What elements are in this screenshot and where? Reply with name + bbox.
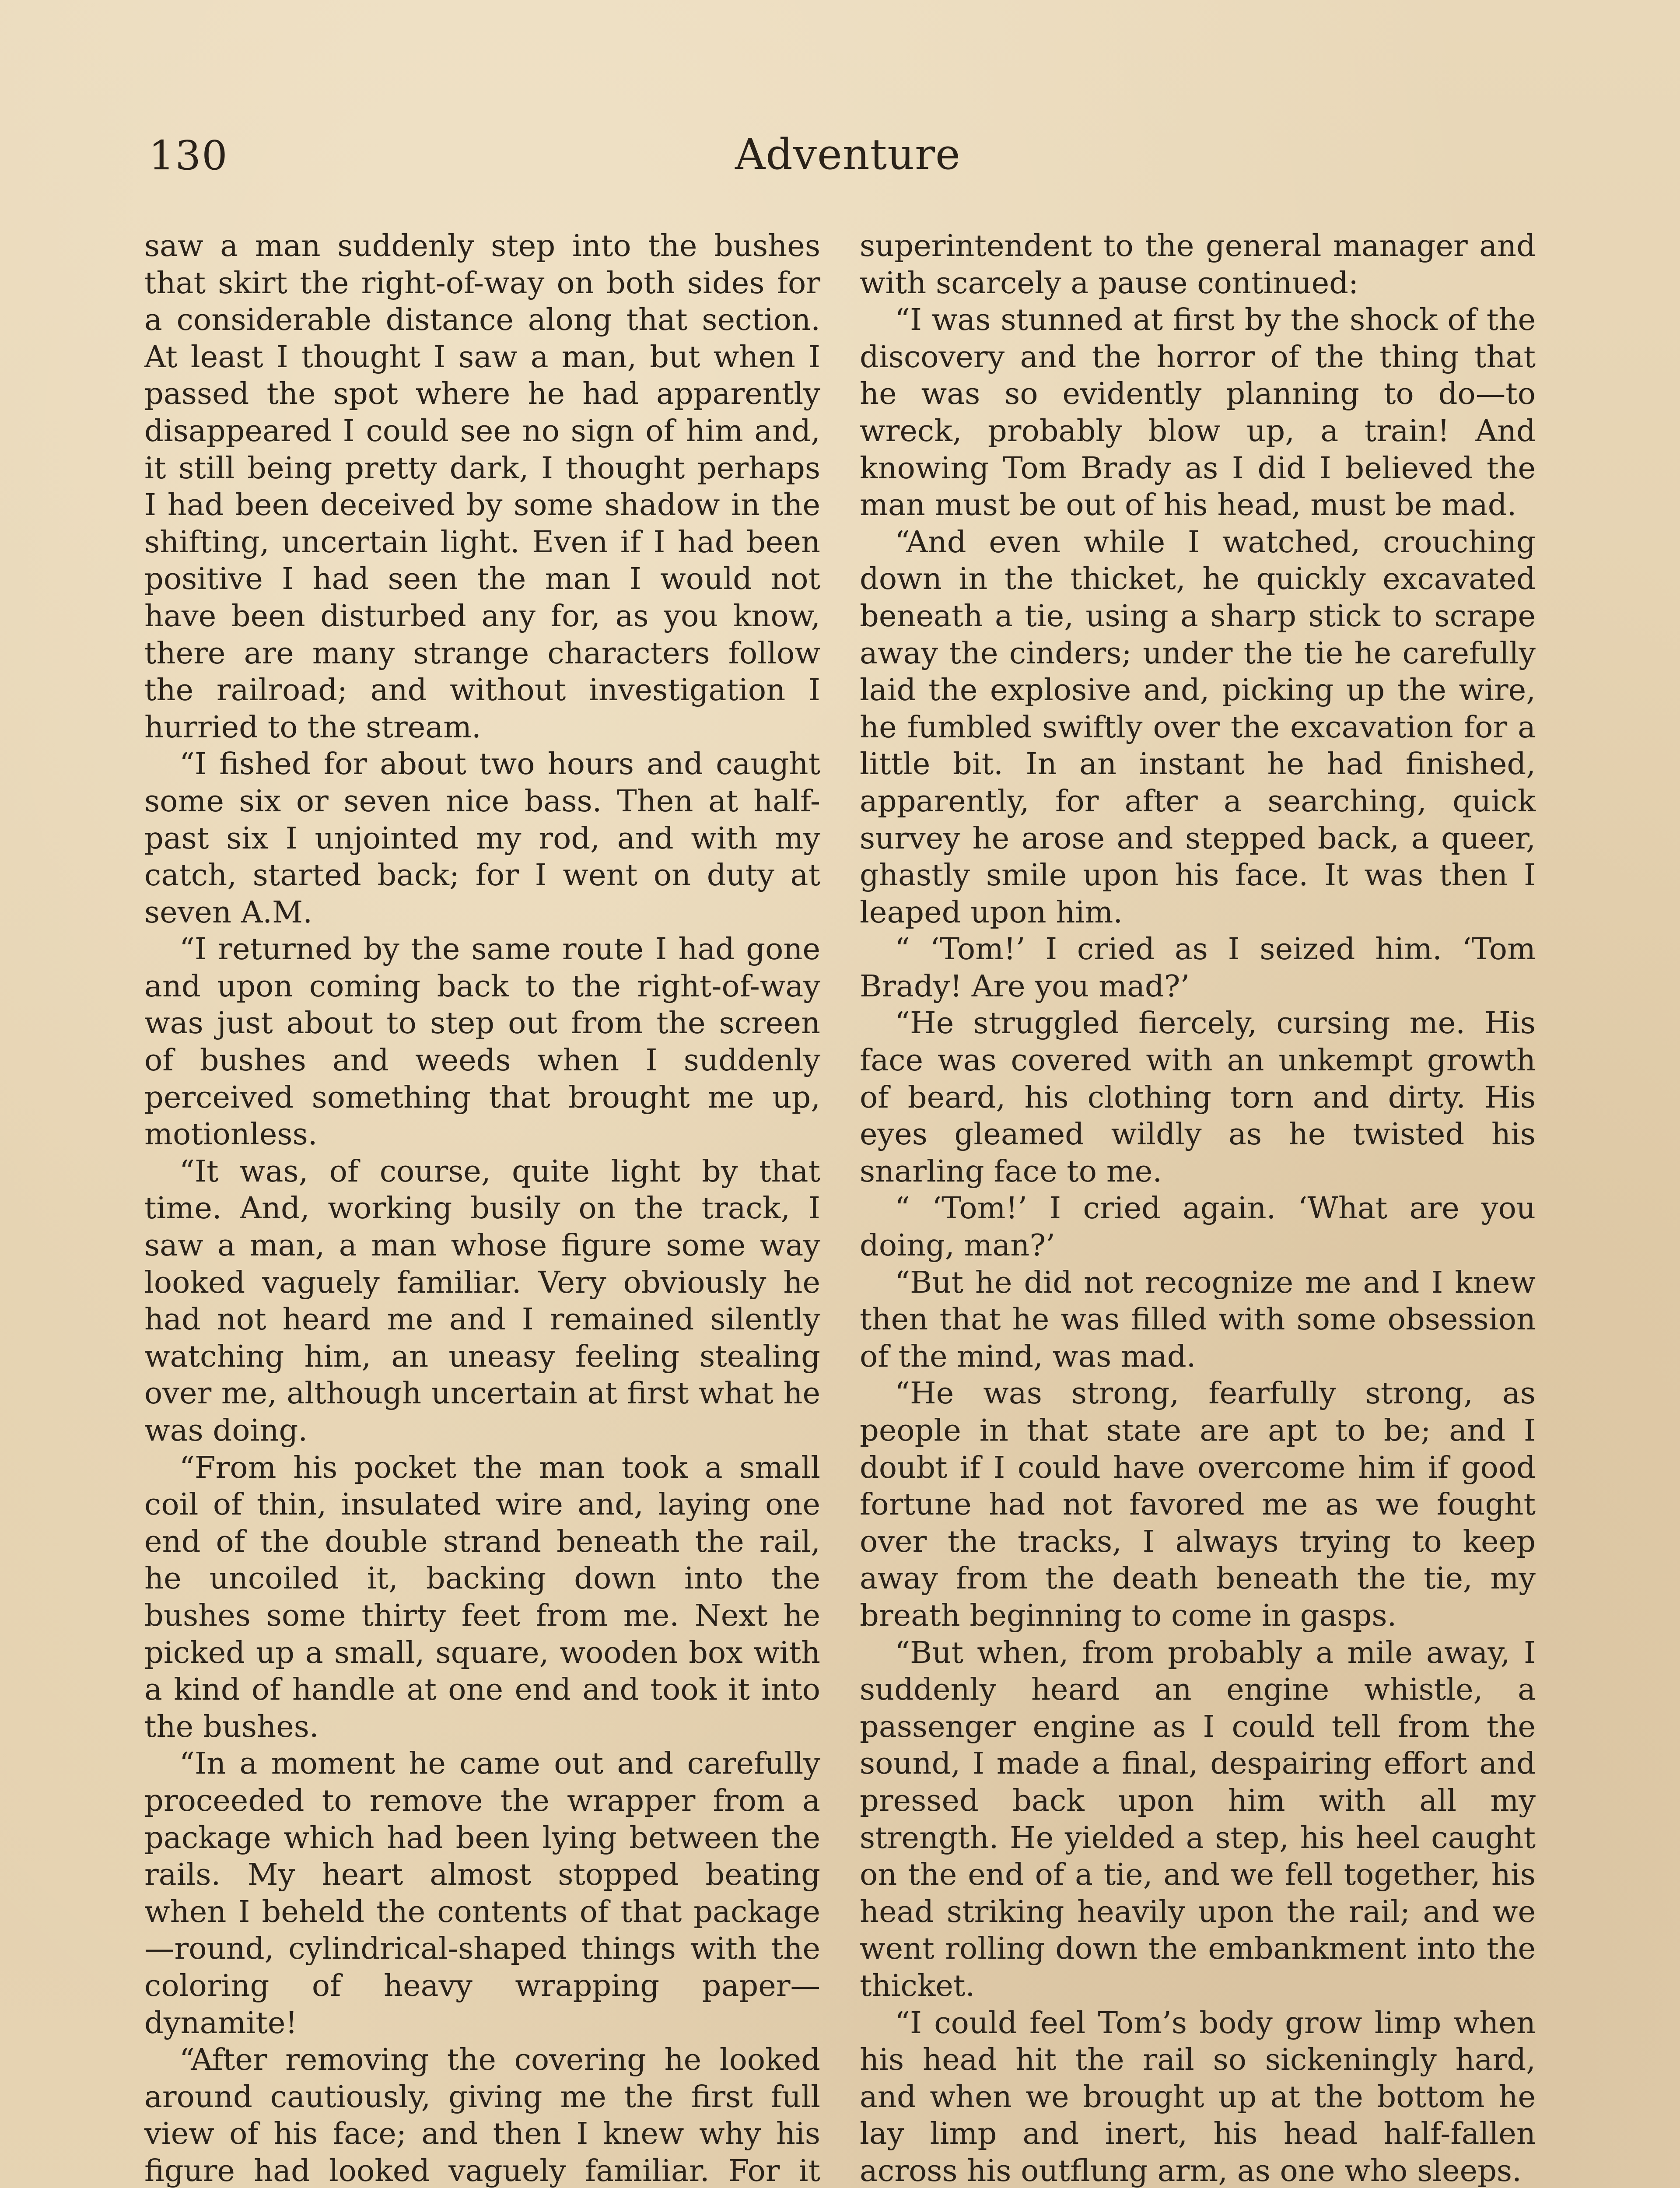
paragraph: “I fished for about two hours and caught some six or seven nice bass. Then at half-past six I unjointed my rod, and with my catch, started back; for I went on duty at seven A.M. [144,747,820,930]
paragraph: “I was stunned at first by the shock of the discovery and the horror of the thing that he was so evidently planning to do—to wreck, probably blow up, a train! And knowing Tom Brady as I did I believed the man must be out of his head, must be mad. [860,302,1536,523]
paragraph: “He struggled fiercely, cursing me. His face was covered with an unkempt growth of beard, his clothing torn and dirty. His eyes gleamed wildly as he twisted his snarling face to me. [860,1006,1536,1189]
paragraph: “And even while I watched, crouching down in the thicket, he quickly excavated beneath a tie, using a sharp stick to scrape away the cinders; under the tie he carefully laid the explosive and, picking up the wire, he fumbled swiftly over the excavation for a little bit. In an instant he had finished, apparently, for after a searching, quick survey he arose and stepped back, a queer, ghastly smile upon his face. It was then I leaped upon him. [860,524,1536,930]
paragraph: “ ‘Tom!’ I cried as I seized him. ‘Tom Brady! Are you mad?’ [860,932,1536,1004]
paragraph: “He was strong, fearfully strong, as people in that state are apt to be; and I doubt if I could have overcome him if good fortune had not favored me as we fought over the tracks, I always trying to keep away from the death beneath the tie, my breath beginning to come in gasps. [860,1376,1536,1633]
paragraph: “From his pocket the man took a small coil of thin, insulated wire and, laying one end of the double strand beneath the rail, he uncoiled it, backing down into the bushes some thirty feet from me. Next he picked up a small, square, wooden box with a kind of handle at one end and took it into the bushes. [144,1450,820,1744]
paragraph: “In a moment he came out and carefully proceeded to remove the wrapper from a package which had been lying between the rails. My heart almost stopped beating when I beheld the contents of that package —round, cylindrical-shaped things with the coloring of heavy wrapping paper—dynamite! [144,1746,820,2041]
left-column [144,228,820,2188]
paragraph: superintendent to the general manager and with scarcely a pause continued: [860,228,1536,301]
paragraph: “It was, of course, quite light by that time. And, working busily on the track, I saw a man, a man whose figure some way looked vaguely familiar. Very obviously he had not heard me and I remained silently watching him, an uneasy feeling stealing over me, although uncertain at first what he was doing. [144,1154,820,1448]
paragraph: “ ‘Tom!’ I cried again. ‘What are you doing, man?’ [860,1191,1536,1263]
running-head: Adventure [735,130,961,179]
paragraph: “After removing the covering he looked around cautiously, giving me the first full view of his face; and then I knew why his figure had looked vaguely familiar. For it [144,2042,820,2188]
page-number: 130 [149,132,228,179]
paragraph: “I returned by the same route I had gone and upon coming back to the right-of-way was just about to step out from the screen of bushes and weeds when I suddenly perceived something that brought me up, motionless. [144,932,820,1152]
paragraph: saw a man suddenly step into the bushes that skirt the right-of-way on both sides for a considerable distance along that section. At least I thought I saw a man, but when I passed the spot where he had apparently disappeared I could see no sign of him and, it still being pretty dark, I thought perhaps I had been deceived by some shadow in the shifting, uncertain light. Even if I had been positive I had seen the man I would not have been disturbed any for, as you know, there are many strange characters follow the railroad; and without investigation I hurried to the stream. [144,228,820,745]
paragraph: “I could feel Tom’s body grow limp when his head hit the rail so sickeningly hard, and when we brought up at the bottom he lay limp and inert, his head half-fallen across his outflung arm, as one who sleeps. [860,2005,1536,2188]
paragraph: “But he did not recognize me and I knew then that he was filled with some obsession of the mind, was mad. [860,1265,1536,1374]
right-column [860,228,1536,2188]
paragraph: “But when, from probably a mile away, I suddenly heard an engine whistle, a passenger engine as I could tell from the sound, I made a final, despairing effort and pressed back upon him with all my strength. He yielded a step, his heel caught on the end of a tie, and we fell together, his head striking heavily upon the rail; and we went rolling down the embankment into the thicket. [860,1635,1536,2003]
